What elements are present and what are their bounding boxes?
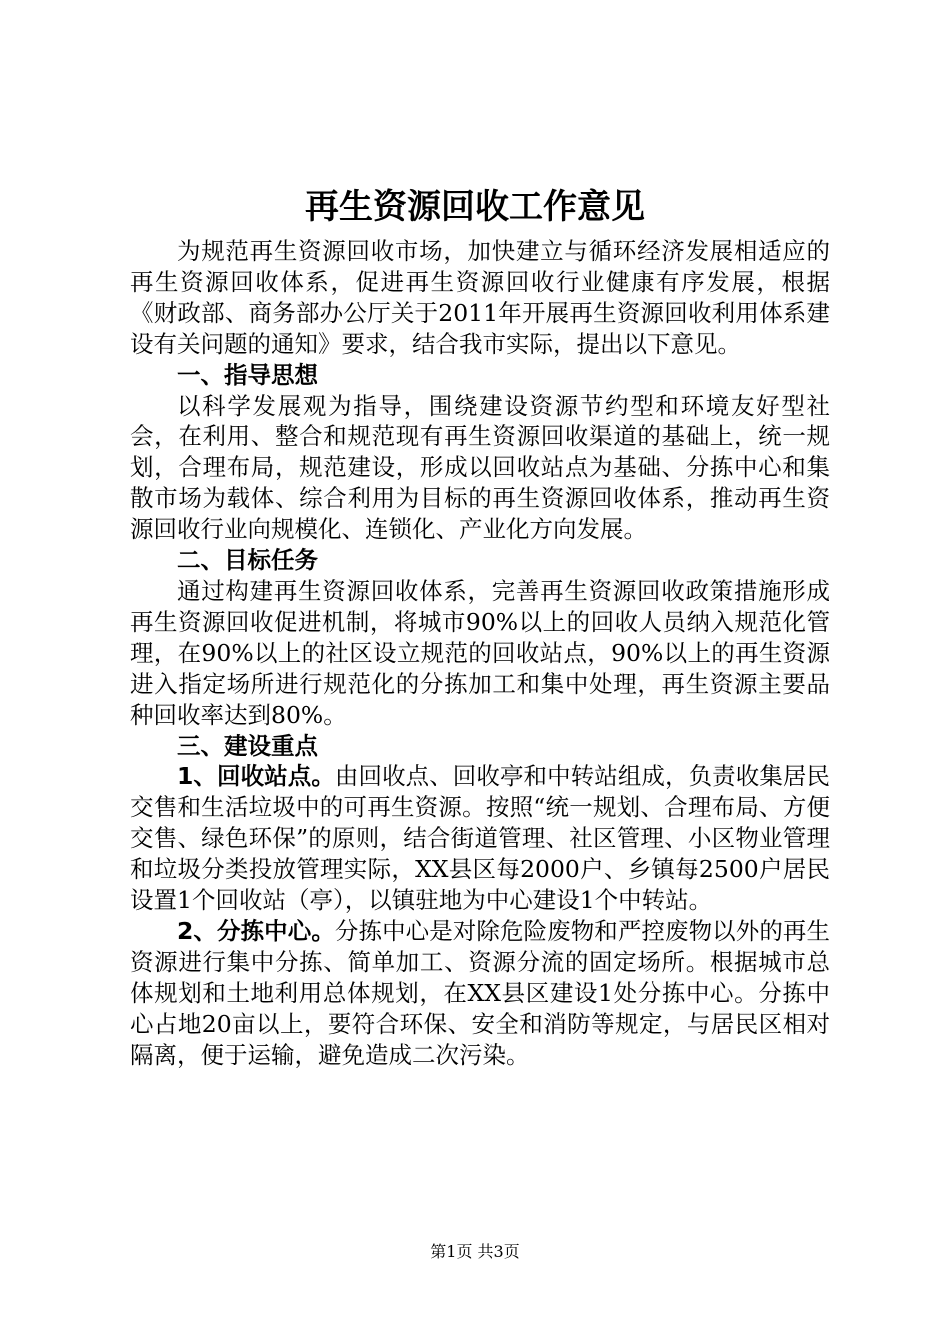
item-body-sorting-center: 分拣中心是对除危险废物和严控废物以外的再生资源进行集中分拣、简单加工、资源分流的固定场所。根据城市总体规划和土地利用总体规划，在XX县区建设1处分拣中心。分拣中心占地20亩以上，要符合环保、安全和消防等规定，与居民区相对隔离，便于运输，避免造成二次污染。 (130, 916, 830, 1069)
item-lead-recycling-stations: 1、回收站点。 (177, 762, 335, 791)
intro-paragraph: 为规范再生资源回收市场，加快建立与循环经济发展相适应的再生资源回收体系，促进再生资源回收行业健康有序发展，根据《财政部、商务部办公厅关于2011年开展再生资源回收利用体系建设有关问题的通知》要求，结合我市实际，提出以下意见。 (130, 237, 830, 358)
document-body (130, 236, 830, 1070)
item-body-recycling-stations: 由回收点、回收亭和中转站组成，负责收集居民交售和生活垃圾中的可再生资源。按照“统一规划、合理布局、方便交售、绿色环保”的原则，结合街道管理、社区管理、小区物业管理和垃圾分类投放管理实际，XX县区每2000户、乡镇每2500户居民设置1个回收站（亭），以镇驻地为中心建设1个中转站。 (130, 762, 830, 915)
section-body-guiding-ideology: 以科学发展观为指导，围绕建设资源节约型和环境友好型社会，在利用、整合和规范现有再生资源回收渠道的基础上，统一规划，合理布局，规范建设，形成以回收站点为基础、分拣中心和集散市场为载体、综合利用为目标的再生资源回收体系，推动再生资源回收行业向规模化、连锁化、产业化方向发展。 (130, 391, 830, 544)
item-sorting-center (130, 916, 830, 1071)
section-heading-construction-focus: 三、建设重点 (177, 731, 318, 760)
section-body-goals: 通过构建再生资源回收体系，完善再生资源回收政策措施形成再生资源回收促进机制，将城市90%以上的回收人员纳入规范化管理，在90%以上的社区设立规范的回收站点，90%以上的再生资源进入指定场所进行规范化的分拣加工和集中处理，再生资源主要品种回收率达到80%。 (130, 576, 830, 729)
page-footer: 第1页 共3页 (430, 1242, 520, 1261)
item-lead-sorting-center: 2、分拣中心。 (177, 916, 335, 945)
section-heading-guiding-ideology: 一、指导思想 (177, 360, 318, 389)
document-title: 再生资源回收工作意见 (305, 187, 645, 227)
item-recycling-stations (130, 761, 830, 916)
section-heading-goals: 二、目标任务 (177, 546, 318, 575)
